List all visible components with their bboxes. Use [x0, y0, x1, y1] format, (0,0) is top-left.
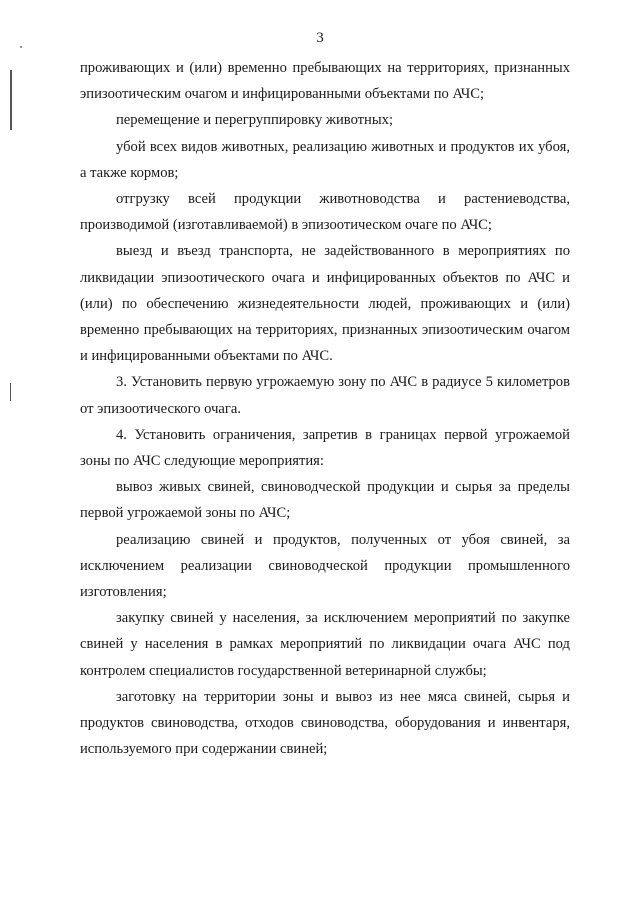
- paragraph: 4. Установить ограничения, запретив в границах первой угрожаемой зоны по АЧС следующие мероприятия:: [80, 426, 570, 470]
- paragraph: реализацию свиней и продуктов, полученных от убоя свиней, за исключением реализации свиноводческой продукции промышленного изготовления;: [80, 531, 570, 601]
- paragraph: закупку свиней у населения, за исключением мероприятий по закупке свиней у населения в рамках мероприятий по ликвидации очага АЧС под контролем специалистов государственной ветеринарной службы;: [80, 610, 570, 679]
- page-number: 3: [316, 30, 324, 46]
- scan-dot: [20, 46, 22, 48]
- paragraph: выезд и въезд транспорта, не задействованного в мероприятиях по ликвидации эпизоотического очага и инфицированных объектов по АЧС и (или) по обеспечению жизнедеятельности людей, проживающих и (или) временно пребывающих на территориях, признанных эпизоотическим очагом и инфицированными объектами по АЧС.: [80, 243, 570, 365]
- paragraph: заготовку на территории зоны и вывоз из нее мяса свиней, сырья и продуктов свиноводства, отходов свиноводства, оборудования и инвентаря, используемого при содержании свиней;: [80, 688, 570, 758]
- paragraph: вывоз живых свиней, свиноводческой продукции и сырья за пределы первой угрожаемой зоны по АЧС;: [80, 479, 570, 522]
- scan-edge-mark: [10, 70, 12, 130]
- paragraph: убой всех видов животных, реализацию животных и продуктов их убоя, а также кормов;: [80, 138, 570, 181]
- document-body: [80, 55, 570, 762]
- paragraph: перемещение и перегруппировку животных;: [116, 112, 394, 129]
- paragraph: проживающих и (или) временно пребывающих на территориях, признанных эпизоотическим очагом и инфицированными объектами по АЧС;: [80, 60, 570, 103]
- scan-edge-mark: [10, 383, 11, 401]
- paragraph: 3. Установить первую угрожаемую зону по АЧС в радиусе 5 километров от эпизоотического очага.: [80, 374, 570, 417]
- paragraph: отгрузку всей продукции животноводства и растениеводства, производимой (изготавливаемой) в эпизоотическом очаге по АЧС;: [80, 191, 570, 234]
